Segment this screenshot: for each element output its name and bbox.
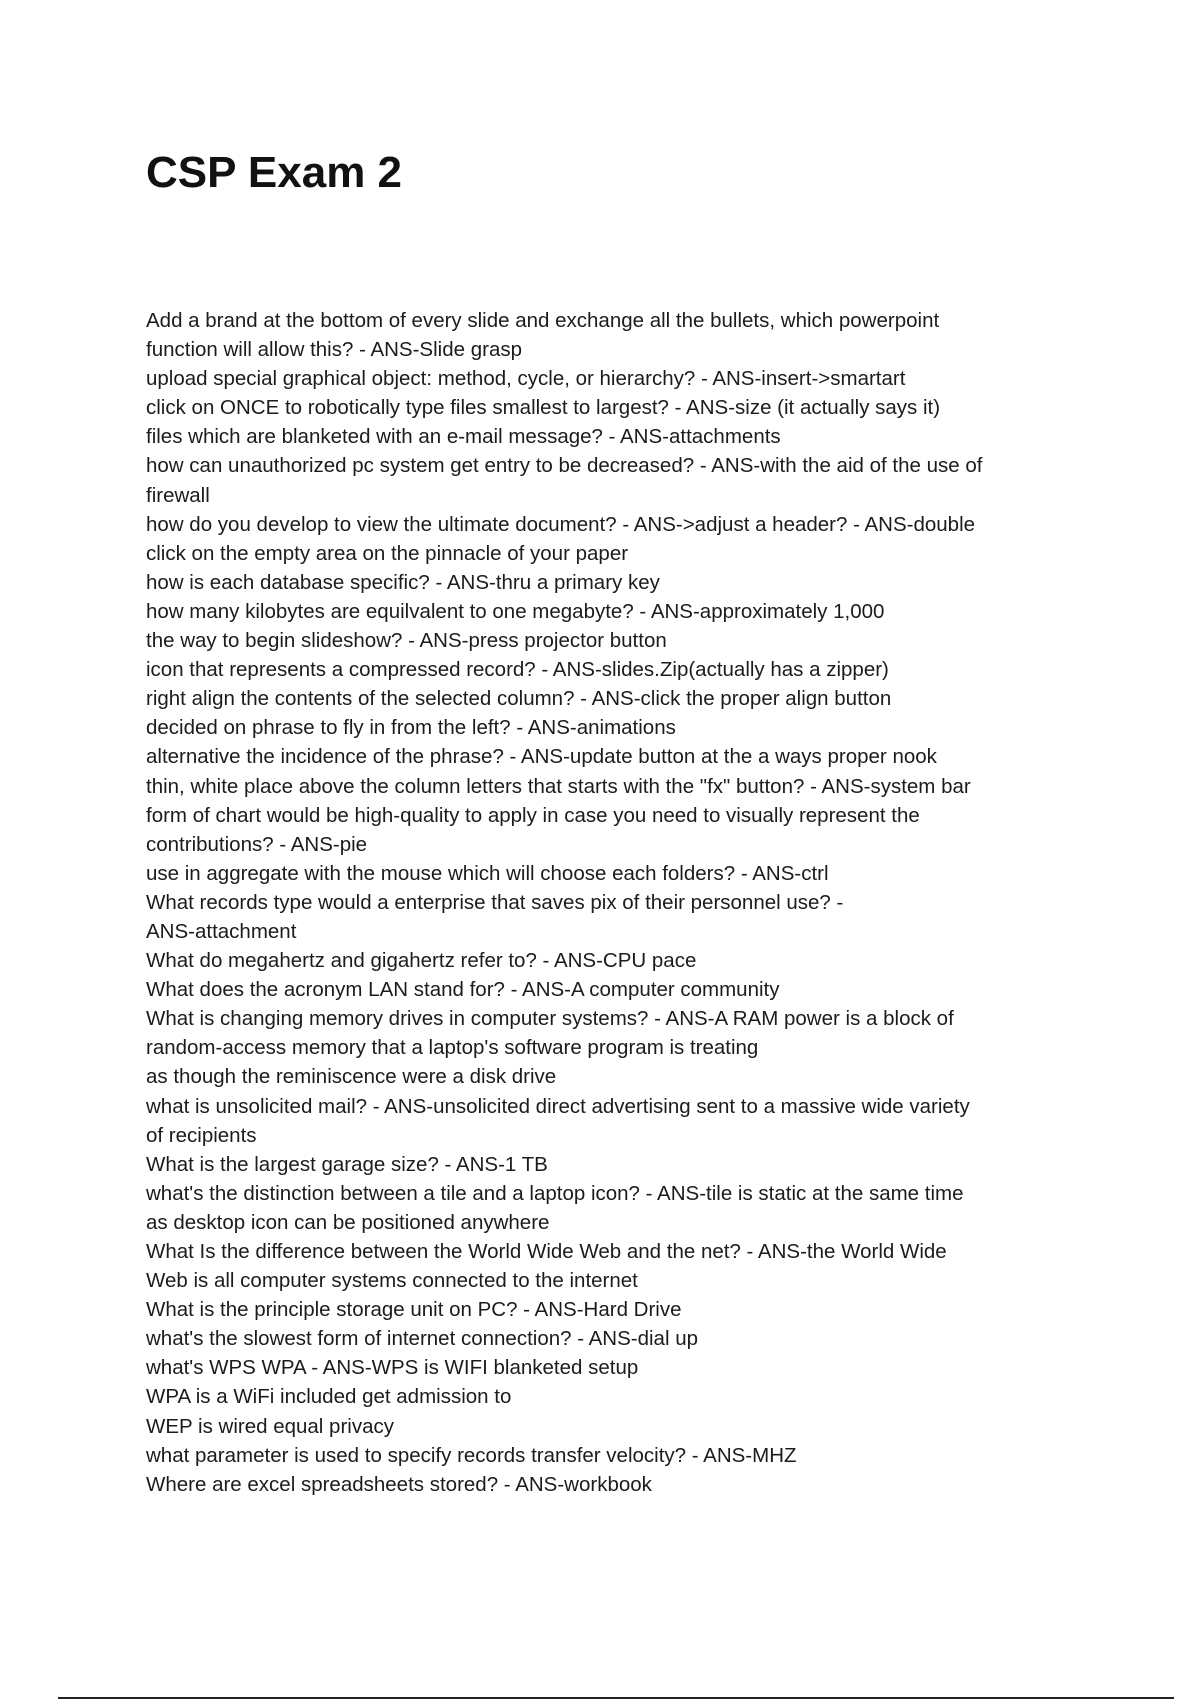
text-line: function will allow this? - ANS-Slide grasp (146, 338, 522, 362)
text-line: What is the largest garage size? - ANS-1 TB (146, 1152, 548, 1176)
text-line: thin, white place above the column letters that starts with the "fx" button? - ANS-system bar (146, 774, 971, 798)
page-title: CSP Exam 2 (146, 148, 403, 197)
text-line: What does the acronym LAN stand for? - ANS-A computer community (146, 978, 780, 1002)
text-line: What is the principle storage unit on PC? - ANS-Hard Drive (146, 1298, 682, 1322)
text-line: firewall (146, 483, 210, 507)
text-line: What do megahertz and gigahertz refer to? - ANS-CPU pace (146, 949, 697, 973)
text-line: what parameter is used to specify records transfer velocity? - ANS-MHZ (146, 1443, 797, 1467)
text-line: What is changing memory drives in computer systems? - ANS-A RAM power is a block of (146, 1007, 954, 1031)
text-line: what's WPS WPA - ANS-WPS is WIFI blanketed setup (146, 1356, 639, 1380)
footer-divider (58, 1697, 1174, 1699)
text-line: Web is all computer systems connected to the internet (146, 1269, 638, 1293)
text-line: files which are blanketed with an e-mail message? - ANS-attachments (146, 425, 781, 449)
text-line: WPA is a WiFi included get admission to (146, 1385, 512, 1409)
text-line: Where are excel spreadsheets stored? - ANS-workbook (146, 1472, 652, 1496)
text-line: ANS-attachment (146, 919, 297, 943)
text-line: click on the empty area on the pinnacle of your paper (146, 541, 629, 565)
text-line: alternative the incidence of the phrase? - ANS-update button at the a ways proper nook (146, 745, 937, 769)
text-line: icon that represents a compressed record? - ANS-slides.Zip(actually has a zipper) (146, 658, 889, 682)
text-line: What records type would a enterprise that saves pix of their personnel use? - (146, 890, 844, 914)
text-line: how do you develop to view the ultimate document? - ANS->adjust a header? - ANS-double (146, 512, 976, 536)
text-line: Add a brand at the bottom of every slide and exchange all the bullets, which powerpoint (146, 309, 940, 332)
text-line: What Is the difference between the World Wide Web and the net? - ANS-the World Wide (146, 1240, 947, 1263)
text-line: what is unsolicited mail? - ANS-unsolicited direct advertising sent to a massive wide variety (146, 1094, 970, 1118)
text-line: WEP is wired equal privacy (146, 1414, 394, 1438)
text-line: click on ONCE to robotically type files smallest to largest? - ANS-size (it actually says it) (146, 396, 941, 420)
document-body (146, 306, 1066, 1499)
text-line: random-access memory that a laptop's software program is treating (146, 1036, 759, 1060)
text-line: how can unauthorized pc system get entry to be decreased? - ANS-with the aid of the use of (146, 454, 983, 478)
text-line: what's the slowest form of internet connection? - ANS-dial up (146, 1327, 698, 1351)
text-line: decided on phrase to fly in from the left? - ANS-animations (146, 716, 676, 740)
text-line: upload special graphical object: method, cycle, or hierarchy? - ANS-insert->smartart (146, 367, 906, 391)
text-line: as desktop icon can be positioned anywhere (146, 1210, 550, 1234)
text-line: right align the contents of the selected column? - ANS-click the proper align button (146, 687, 892, 711)
text-line: what's the distinction between a tile and a laptop icon? - ANS-tile is static at the same time (146, 1181, 964, 1205)
text-line: use in aggregate with the mouse which will choose each folders? - ANS-ctrl (146, 861, 829, 885)
text-line: of recipients (146, 1123, 257, 1147)
text-line: how is each database specific? - ANS-thru a primary key (146, 570, 660, 594)
text-line: as though the reminiscence were a disk drive (146, 1065, 557, 1089)
text-line: form of chart would be high-quality to apply in case you need to visually represent the (146, 803, 920, 827)
text-line: contributions? - ANS-pie (146, 832, 368, 856)
text-line: how many kilobytes are equilvalent to one megabyte? - ANS-approximately 1,000 (146, 599, 885, 623)
text-line: the way to begin slideshow? - ANS-press projector button (146, 629, 667, 653)
